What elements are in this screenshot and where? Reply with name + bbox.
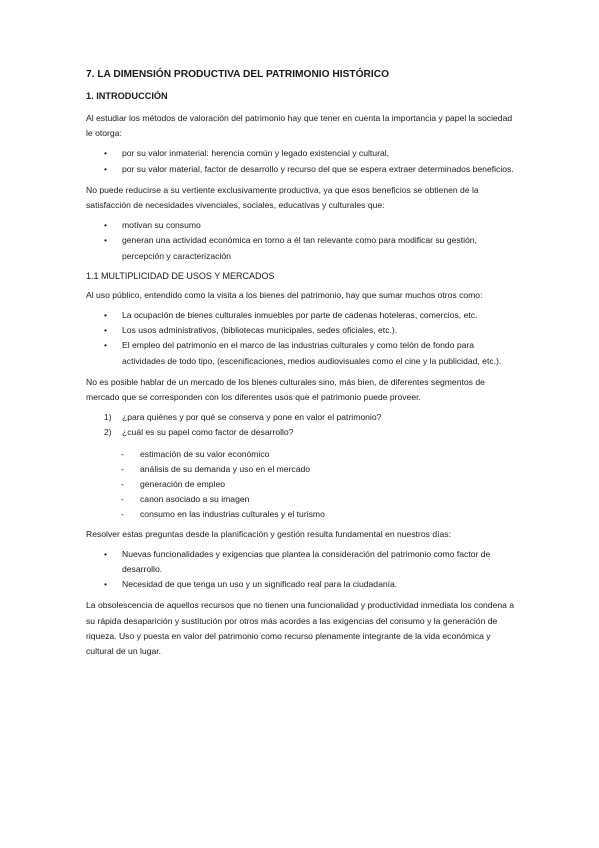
bullet-marker: • (104, 220, 108, 231)
list-item-text: La ocupación de bienes culturales inmuebles por parte de cadenas hoteleras, comercios, etc. (122, 310, 478, 321)
paragraph: La obsolescencia de aquellos recursos que no tienen una funcionalidad y productividad inmediata los condena a su rápida desaparición y sustitución por otros más acordes a las exigencias del consumo y la generación de riqueza. Uso y puesta en valor del patrimonio como recurso plenamente integrante de la vida económica y cultural de un lugar. (86, 600, 515, 657)
bullet-marker: • (104, 148, 108, 159)
paragraph: No es posible hablar de un mercado de los bienes culturales sino, más bien, de diferentes segmentos de mercado que se corresponden con los diferentes usos que el patrimonio puede proveer. (86, 376, 485, 403)
list-item-text: generación de empleo (140, 479, 226, 490)
list-item (86, 338, 518, 368)
list-item (86, 462, 518, 477)
list-item (86, 477, 518, 492)
list-item (86, 507, 518, 522)
section-heading-introduccion: 1. INTRODUCCIÓN (86, 91, 168, 101)
list-item-text: análisis de su demanda y uso en el mercado (140, 463, 311, 474)
list-item-text: canon asociado a su imagen (140, 494, 250, 505)
bullet-marker: • (104, 340, 108, 351)
bullet-marker: • (104, 579, 108, 590)
dash-marker: - (121, 448, 124, 459)
list-item (86, 492, 518, 507)
list-item-text: ¿para quiénes y por qué se conserva y pone en valor el patrimonio? (122, 412, 382, 423)
paragraph: Al estudiar los métodos de valoración del patrimonio hay que tener en cuenta la importancia y papel la sociedad le otorga: (86, 113, 513, 139)
list-item-text: El empleo del patrimonio en el marco de las industrias culturales y como telón de fondo para actividades de todo tipo, (escenificaciones, medios audiovisuales como el cine y la publicidad, etc.). (122, 340, 502, 366)
list-item-text: motivan su consumo (122, 220, 201, 231)
list-item (86, 447, 518, 462)
bullet-list (86, 308, 518, 369)
bullet-marker: • (104, 325, 108, 336)
dash-marker: - (121, 494, 124, 505)
list-item-text: Necesidad de que tenga un uso y un significado real para la ciudadanía. (122, 579, 398, 590)
document-title: 7. LA DIMENSIÓN PRODUCTIVA DEL PATRIMONIO HISTÓRICO (86, 69, 389, 80)
subsection-heading-multiplicidad: 1.1 MULTIPLICIDAD DE USOS Y MERCADOS (86, 270, 275, 281)
number-marker: 2) (104, 427, 112, 438)
list-item (86, 162, 518, 177)
dash-marker: - (121, 463, 124, 474)
dash-list (86, 447, 518, 523)
list-item (86, 218, 518, 233)
list-item (86, 577, 518, 592)
list-item-text: ¿cuál es su papel como factor de desarrollo? (122, 427, 294, 438)
list-item-text: Nuevas funcionalidades y exigencias que plantea la consideración del patrimonio como factor de desarrollo. (122, 548, 491, 575)
bullet-marker: • (104, 548, 108, 559)
list-item-text: consumo en las industrias culturales y el turismo (140, 509, 325, 520)
paragraph: Al uso público, entendido como la visita a los bienes del patrimonio, hay que sumar muchos otros como: (86, 289, 483, 300)
list-item-text: generan una actividad económica en torno a él tan relevante como para modificar su gestión, percepción y caracterización (122, 235, 477, 261)
list-item (86, 146, 518, 161)
list-item-text: por su valor inmaterial: herencia común y legado existencial y cultural, (122, 148, 390, 159)
bullet-list (86, 146, 518, 176)
paragraph: No puede reducirse a su vertiente exclusivamente productiva, ya que esos beneficios se obtienen de la satisfacción de necesidades vivenciales, sociales, educativas y culturales que: (86, 184, 479, 211)
paragraph: Resolver estas preguntas desde la planificación y gestión resulta fundamental en nuestros días: (86, 528, 451, 539)
bullet-list (86, 547, 518, 593)
list-item (86, 425, 518, 440)
bullet-marker: • (104, 163, 108, 174)
numbered-list (86, 410, 518, 440)
list-item (86, 233, 518, 263)
bullet-marker: • (104, 235, 108, 246)
dash-marker: - (121, 479, 124, 490)
list-item-text: Los usos administrativos, (bibliotecas municipales, sedes oficiales, etc.). (122, 325, 398, 336)
bullet-marker: • (104, 310, 108, 321)
number-marker: 1) (104, 412, 112, 423)
list-item (86, 547, 518, 577)
list-item-text: estimación de su valor económico (140, 448, 270, 459)
bullet-list (86, 218, 518, 264)
dash-marker: - (121, 509, 124, 520)
list-item-text: por su valor material, factor de desarrollo y recurso del que se espera extraer determinados beneficios. (122, 163, 514, 174)
list-item (86, 308, 518, 323)
list-item (86, 410, 518, 425)
list-item (86, 323, 518, 338)
document-body (86, 68, 518, 664)
